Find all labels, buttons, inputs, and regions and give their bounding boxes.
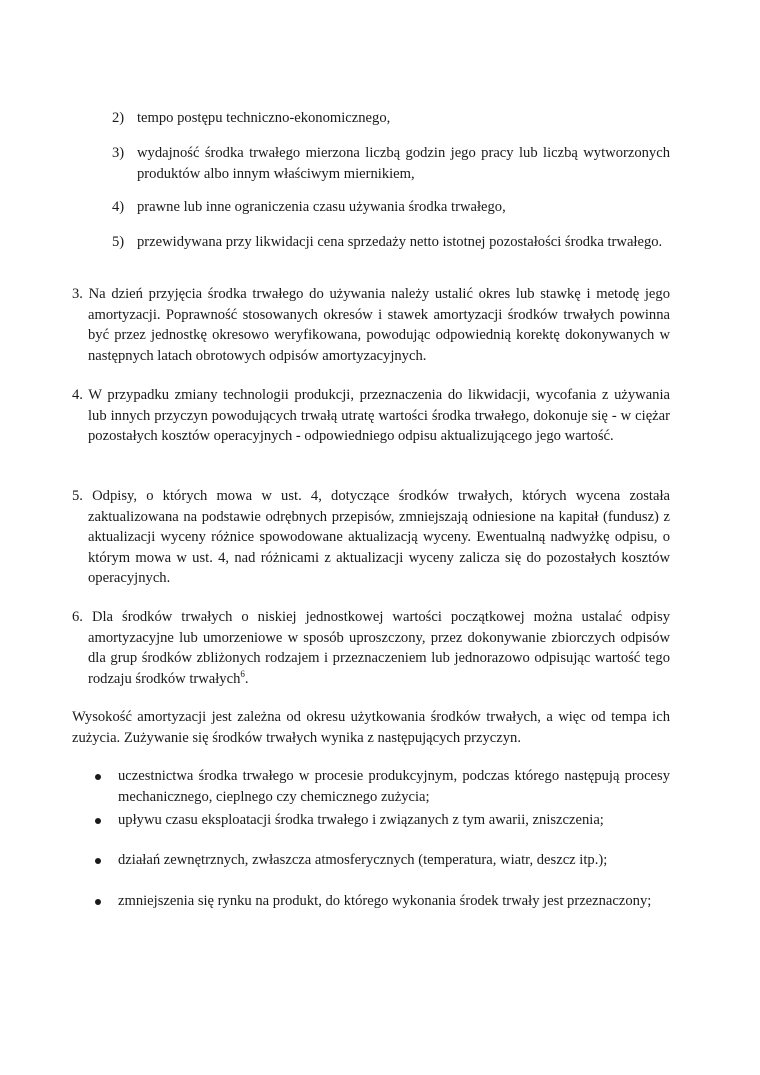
bullet-icon xyxy=(95,818,101,824)
point-body: 6. Dla środków trwałych o niskiej jednostkowej wartości początkowej można ustalać odpisy amortyzacyjne lub umorzeniowe w sposób uproszczony, przez dokonywanie zbiorczych odpisów dla grup środków zbliżonych rodzajem i przeznaczeniem lub jednorazowo odpisując wartość tego rodzaju środków trwałych xyxy=(72,609,670,687)
list-item xyxy=(112,143,670,184)
bullet-item xyxy=(90,850,670,871)
item-text: wydajność środka trwałego mierzona liczbą godzin jego pracy lub liczbą wytworzonych produktów albo innym właściwym miernikiem, xyxy=(137,145,670,182)
numbered-point xyxy=(72,385,670,447)
item-number: 4) xyxy=(112,199,125,215)
item-number: 3) xyxy=(112,145,125,161)
item-text: prawne lub inne ograniczenia czasu używania środka trwałego, xyxy=(137,199,506,215)
bullet-item xyxy=(90,810,670,831)
bullet-item xyxy=(90,766,670,807)
point-text: 3. Na dzień przyjęcia środka trwałego do używania należy ustalić okres lub stawkę i metodę jego amortyzacji. Poprawność stosowanych okresów i stawek amortyzacji środków trwałych powinna być przez jednostkę okresowo weryfikowana, powodując odpowiednią korektę dokonywanych w następnych latach obrotowych odpisów amortyzacyjnych. xyxy=(72,286,670,364)
numbered-point xyxy=(72,486,670,589)
bullet-icon xyxy=(95,899,101,905)
bullet-text: zmniejszenia się rynku na produkt, do którego wykonania środek trwały jest przeznaczony; xyxy=(118,893,652,909)
list-item xyxy=(112,108,670,129)
item-number: 2) xyxy=(112,110,125,126)
point-text: 5. Odpisy, o których mowa w ust. 4, dotyczące środków trwałych, których wycena została zaktualizowana na podstawie odrębnych przepisów, zmniejszają odniesione na kapitał (fundusz) z aktualizacji wyceny różnice spowodowane aktualizacją wyceny. Ewentualną nadwyżkę odpisu, o którym mowa w ust. 4, nad różnicami z aktualizacji wyceny zalicza się do pozostałych kosztów operacyjnych. xyxy=(72,488,670,586)
bullet-text: upływu czasu eksploatacji środka trwałego i związanych z tym awarii, zniszczenia; xyxy=(118,812,604,828)
bullet-text: uczestnictwa środka trwałego w procesie produkcyjnym, podczas którego następują procesy mechanicznego, cieplnego czy chemicznego zużycia; xyxy=(118,768,670,805)
item-text: tempo postępu techniczno-ekonomicznego, xyxy=(137,110,391,126)
bullet-icon xyxy=(95,774,101,780)
list-item xyxy=(112,197,670,218)
item-number: 5) xyxy=(112,234,125,250)
bullet-icon xyxy=(95,858,101,864)
body-paragraph: Wysokość amortyzacji jest zależna od okresu użytkowania środków trwałych, a więc od tempa ich zużycia. Zużywanie się środków trwałych wynika z następujących przyczyn. xyxy=(72,709,670,746)
numbered-point xyxy=(72,607,670,689)
point-text: 4. W przypadku zmiany technologii produkcji, przeznaczenia do likwidacji, wycofania z używania lub innych przyczyn powodujących trwałą utratę wartości środka trwałego, dokonuje się - w ciężar pozostałych kosztów operacyjnych - odpowiedniego odpisu aktualizującego jego wartość. xyxy=(72,387,670,444)
bullet-text: działań zewnętrznych, zwłaszcza atmosferycznych (temperatura, wiatr, deszcz itp.); xyxy=(118,852,608,868)
point-text xyxy=(72,607,670,689)
footnote-ref: 6 xyxy=(240,668,245,679)
item-text: przewidywana przy likwidacji cena sprzedaży netto istotnej pozostałości środka trwałego. xyxy=(137,234,663,250)
list-item xyxy=(112,232,670,253)
bullet-item xyxy=(90,891,670,912)
point-end: . xyxy=(244,670,249,687)
numbered-point xyxy=(72,284,670,366)
